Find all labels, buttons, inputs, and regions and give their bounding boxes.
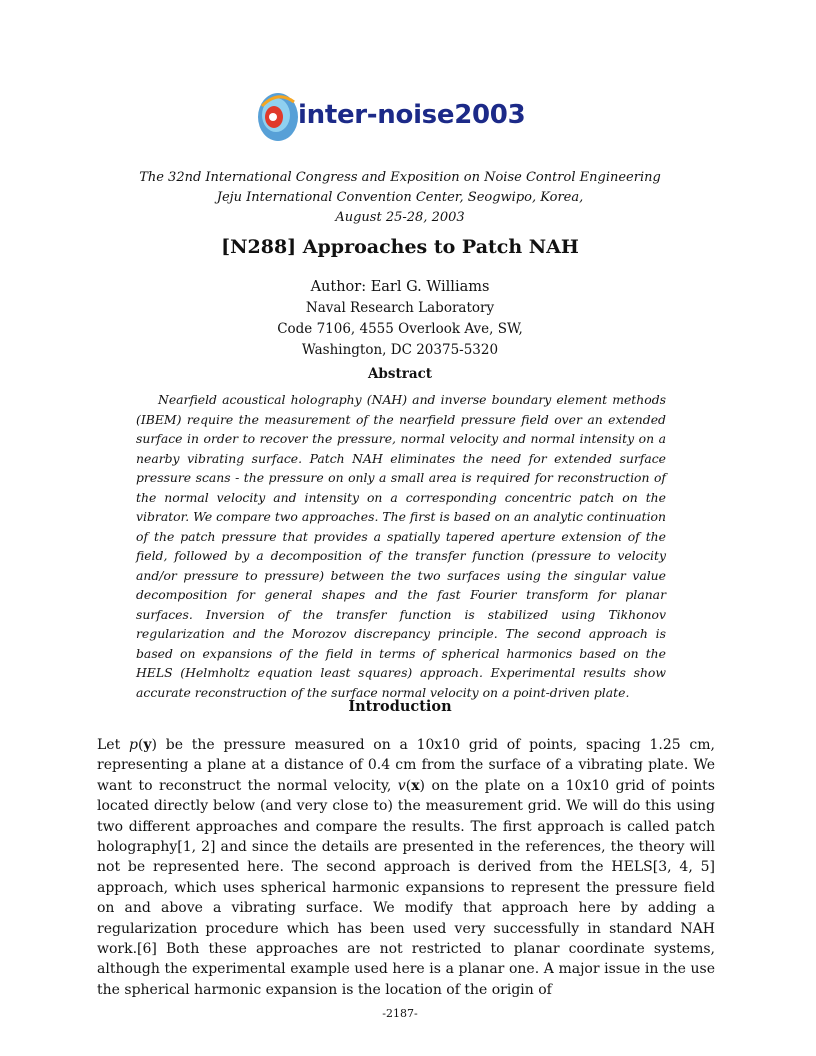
intro-text: Let — [97, 737, 129, 753]
page-number: -2187- — [382, 1007, 418, 1020]
logo-wordmark: inter-noise2003 — [298, 100, 526, 130]
introduction-paragraph: Let p(y) be the pressure measured on a 10x10 grid of points, spacing 1.25 cm, representing a plane at a distance of 0.4 cm from the surface of a vibrating plate. We want to reconstruct the normal velocity, v(x) on the plate on a 10x10 grid of points located directly below (and very close to) the measurement grid. We will do this using two different approaches and compare the results. The first approach is called patch holography[1, 2] and since the details are presented in the references, the theory will not be represented here. The second approach is derived from the HELS[3, 4, 5] approach, which uses spherical harmonic expansions to represent the pressure field on and above a vibrating surface. We modify that approach here by adding a regularization procedure which has been used very successfully in standard NAH work.[6] Both these approaches are not restricted to planar coordinate systems, although the experimental example used here is a planar one. A major issue in the use the spherical harmonic expansion is the location of the origin of — [97, 737, 715, 998]
abstract-text: Nearfield acoustical holography (NAH) and inverse boundary element methods (IBEM) require the measurement of the nearfield pressure field over an extended surface in order to recover the pressure, normal velocity and normal intensity on a nearby vibrating surface. Patch NAH eliminates the need for extended surface pressure scans - the pressure on only a small area is required for reconstruction of the normal velocity and intensity on a corresponding concentric patch on the vibrator. We compare two approaches. The first is based on an analytic continuation of the patch pressure that provides a spatially tapered aperture extension of the field, followed by a decomposition of the transfer function (pressure to velocity and/or pressure to pressure) between the two surfaces using the singular value decomposition for general shapes and the fast Fourier transform for planar surfaces. Inversion of the transfer function is stabilized using Tikhonov regularization and the Morozov discrepancy principle. The second approach is based on expansions of the field in terms of spherical harmonics based on the HELS (Helmholtz equation least squares) approach. Experimental results show accurate reconstruction of the surface normal velocity on a point-driven plate. — [136, 392, 666, 700]
paper-title: [N288] Approaches to Patch NAH — [221, 236, 579, 258]
conference-logo — [256, 88, 548, 146]
velocity-symbol: v — [397, 777, 406, 794]
affiliation-line: Code 7106, 4555 Overlook Ave, SW, — [277, 321, 523, 337]
introduction-heading: Introduction — [348, 698, 452, 715]
intro-text: be the pressure measured on a 10x10 grid of points, spacing 1.25 cm, representing a plane at a distance of 0.4 cm from the surface of a vibrating plate. We want to reconstruct the normal velocity, — [97, 737, 715, 794]
logo-swirl-icon — [256, 88, 300, 146]
position-x-symbol: x — [411, 777, 420, 794]
position-y-symbol: y — [143, 737, 152, 753]
intro-text: on the plate on a 10x10 grid of points located directly below (and very close to) the measurement grid. We will do this using two different approaches and compare the results. The first approach is called patch holography[1, 2] and since the details are presented in the references, the theory will not be represented here. The second approach is derived from the HELS[3, 4, 5] approach, which uses spherical harmonic expansions to represent the pressure field on and above a vibrating surface. We modify that approach here by adding a regularization procedure which has been used very successfully in standard NAH work.[6] Both these approaches are not restricted to planar coordinate systems, although the experimental example used here is a planar one. A major issue in the use the spherical harmonic expansion is the location of the origin of — [97, 777, 715, 998]
conference-venue: Jeju International Convention Center, Seogwipo, Korea, — [216, 190, 584, 205]
abstract-heading: Abstract — [367, 366, 433, 382]
pressure-symbol: p — [128, 737, 138, 753]
author-name: Author: Earl G. Williams — [310, 279, 490, 295]
conference-info — [100, 168, 700, 228]
conference-dates: August 25-28, 2003 — [335, 210, 465, 225]
conference-name: The 32nd International Congress and Exposition on Noise Control Engineering — [139, 170, 661, 185]
affiliation-line: Washington, DC 20375-5320 — [301, 342, 499, 358]
affiliation-line: Naval Research Laboratory — [305, 300, 495, 316]
author-block — [100, 276, 700, 361]
